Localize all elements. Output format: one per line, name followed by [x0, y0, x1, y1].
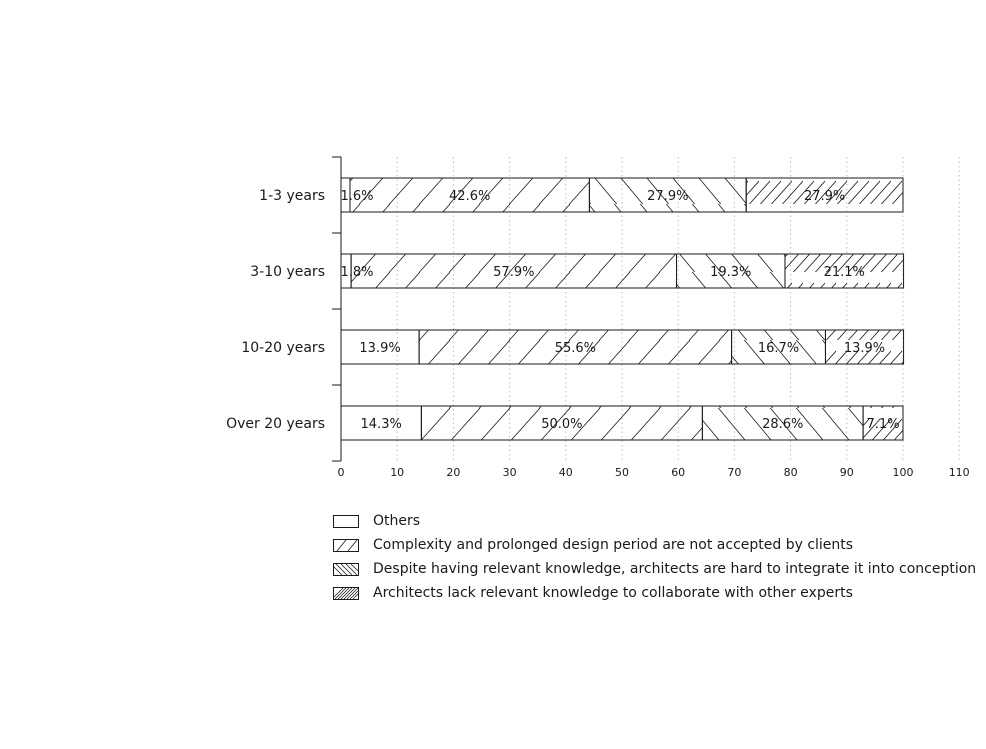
data-label: 28.6% — [762, 417, 804, 432]
data-label: 13.9% — [359, 341, 401, 356]
category-label: 10-20 years — [241, 340, 325, 356]
x-tick-label: 80 — [783, 466, 798, 479]
category-label: Over 20 years — [226, 416, 325, 432]
data-label: 13.9% — [843, 341, 886, 356]
legend-label: Complexity and prolonged design period are not accepted by clients — [373, 537, 854, 553]
x-tick-label: 10 — [390, 466, 405, 479]
data-label: 16.7% — [757, 341, 800, 356]
data-label: 1.8% — [340, 265, 374, 280]
data-label: 7.1% — [866, 417, 900, 432]
x-tick-label: 40 — [558, 466, 573, 479]
category-label: 1-3 years — [259, 188, 325, 204]
x-tick-label: 110 — [948, 466, 970, 479]
legend-swatch-collaboration — [333, 587, 359, 600]
legend-item — [333, 581, 976, 605]
data-label: 19.3% — [710, 265, 752, 280]
data-label: 21.1% — [823, 265, 865, 280]
data-label: 1.6% — [340, 189, 374, 204]
legend-label: Architects lack relevant knowledge to collaborate with other experts — [373, 585, 853, 601]
data-label: 27.9% — [803, 189, 846, 204]
legend-item — [333, 509, 976, 533]
x-tick-label: 0 — [337, 466, 345, 479]
x-tick-label: 70 — [727, 466, 742, 479]
legend-item — [333, 533, 976, 557]
data-label: 14.3% — [360, 417, 402, 432]
data-label: 27.9% — [647, 189, 689, 204]
data-label: 55.6% — [554, 341, 597, 356]
data-label: 50.0% — [541, 417, 583, 432]
legend-swatch-integration — [333, 563, 359, 576]
legend — [333, 509, 976, 605]
x-tick-label: 60 — [671, 466, 686, 479]
data-label: 42.6% — [449, 189, 491, 204]
legend-swatch-complexity — [333, 539, 359, 552]
legend-swatch-others — [333, 515, 359, 528]
x-tick-label: 20 — [446, 466, 461, 479]
x-tick-label: 90 — [839, 466, 854, 479]
category-label: 3-10 years — [250, 264, 325, 280]
x-tick-label: 30 — [502, 466, 517, 479]
legend-label: Others — [373, 513, 421, 529]
x-tick-label: 100 — [892, 466, 914, 479]
legend-label: Despite having relevant knowledge, architects are hard to integrate it into conception — [373, 561, 977, 577]
data-label: 57.9% — [493, 265, 535, 280]
legend-item — [333, 557, 976, 581]
x-tick-label: 50 — [615, 466, 629, 479]
